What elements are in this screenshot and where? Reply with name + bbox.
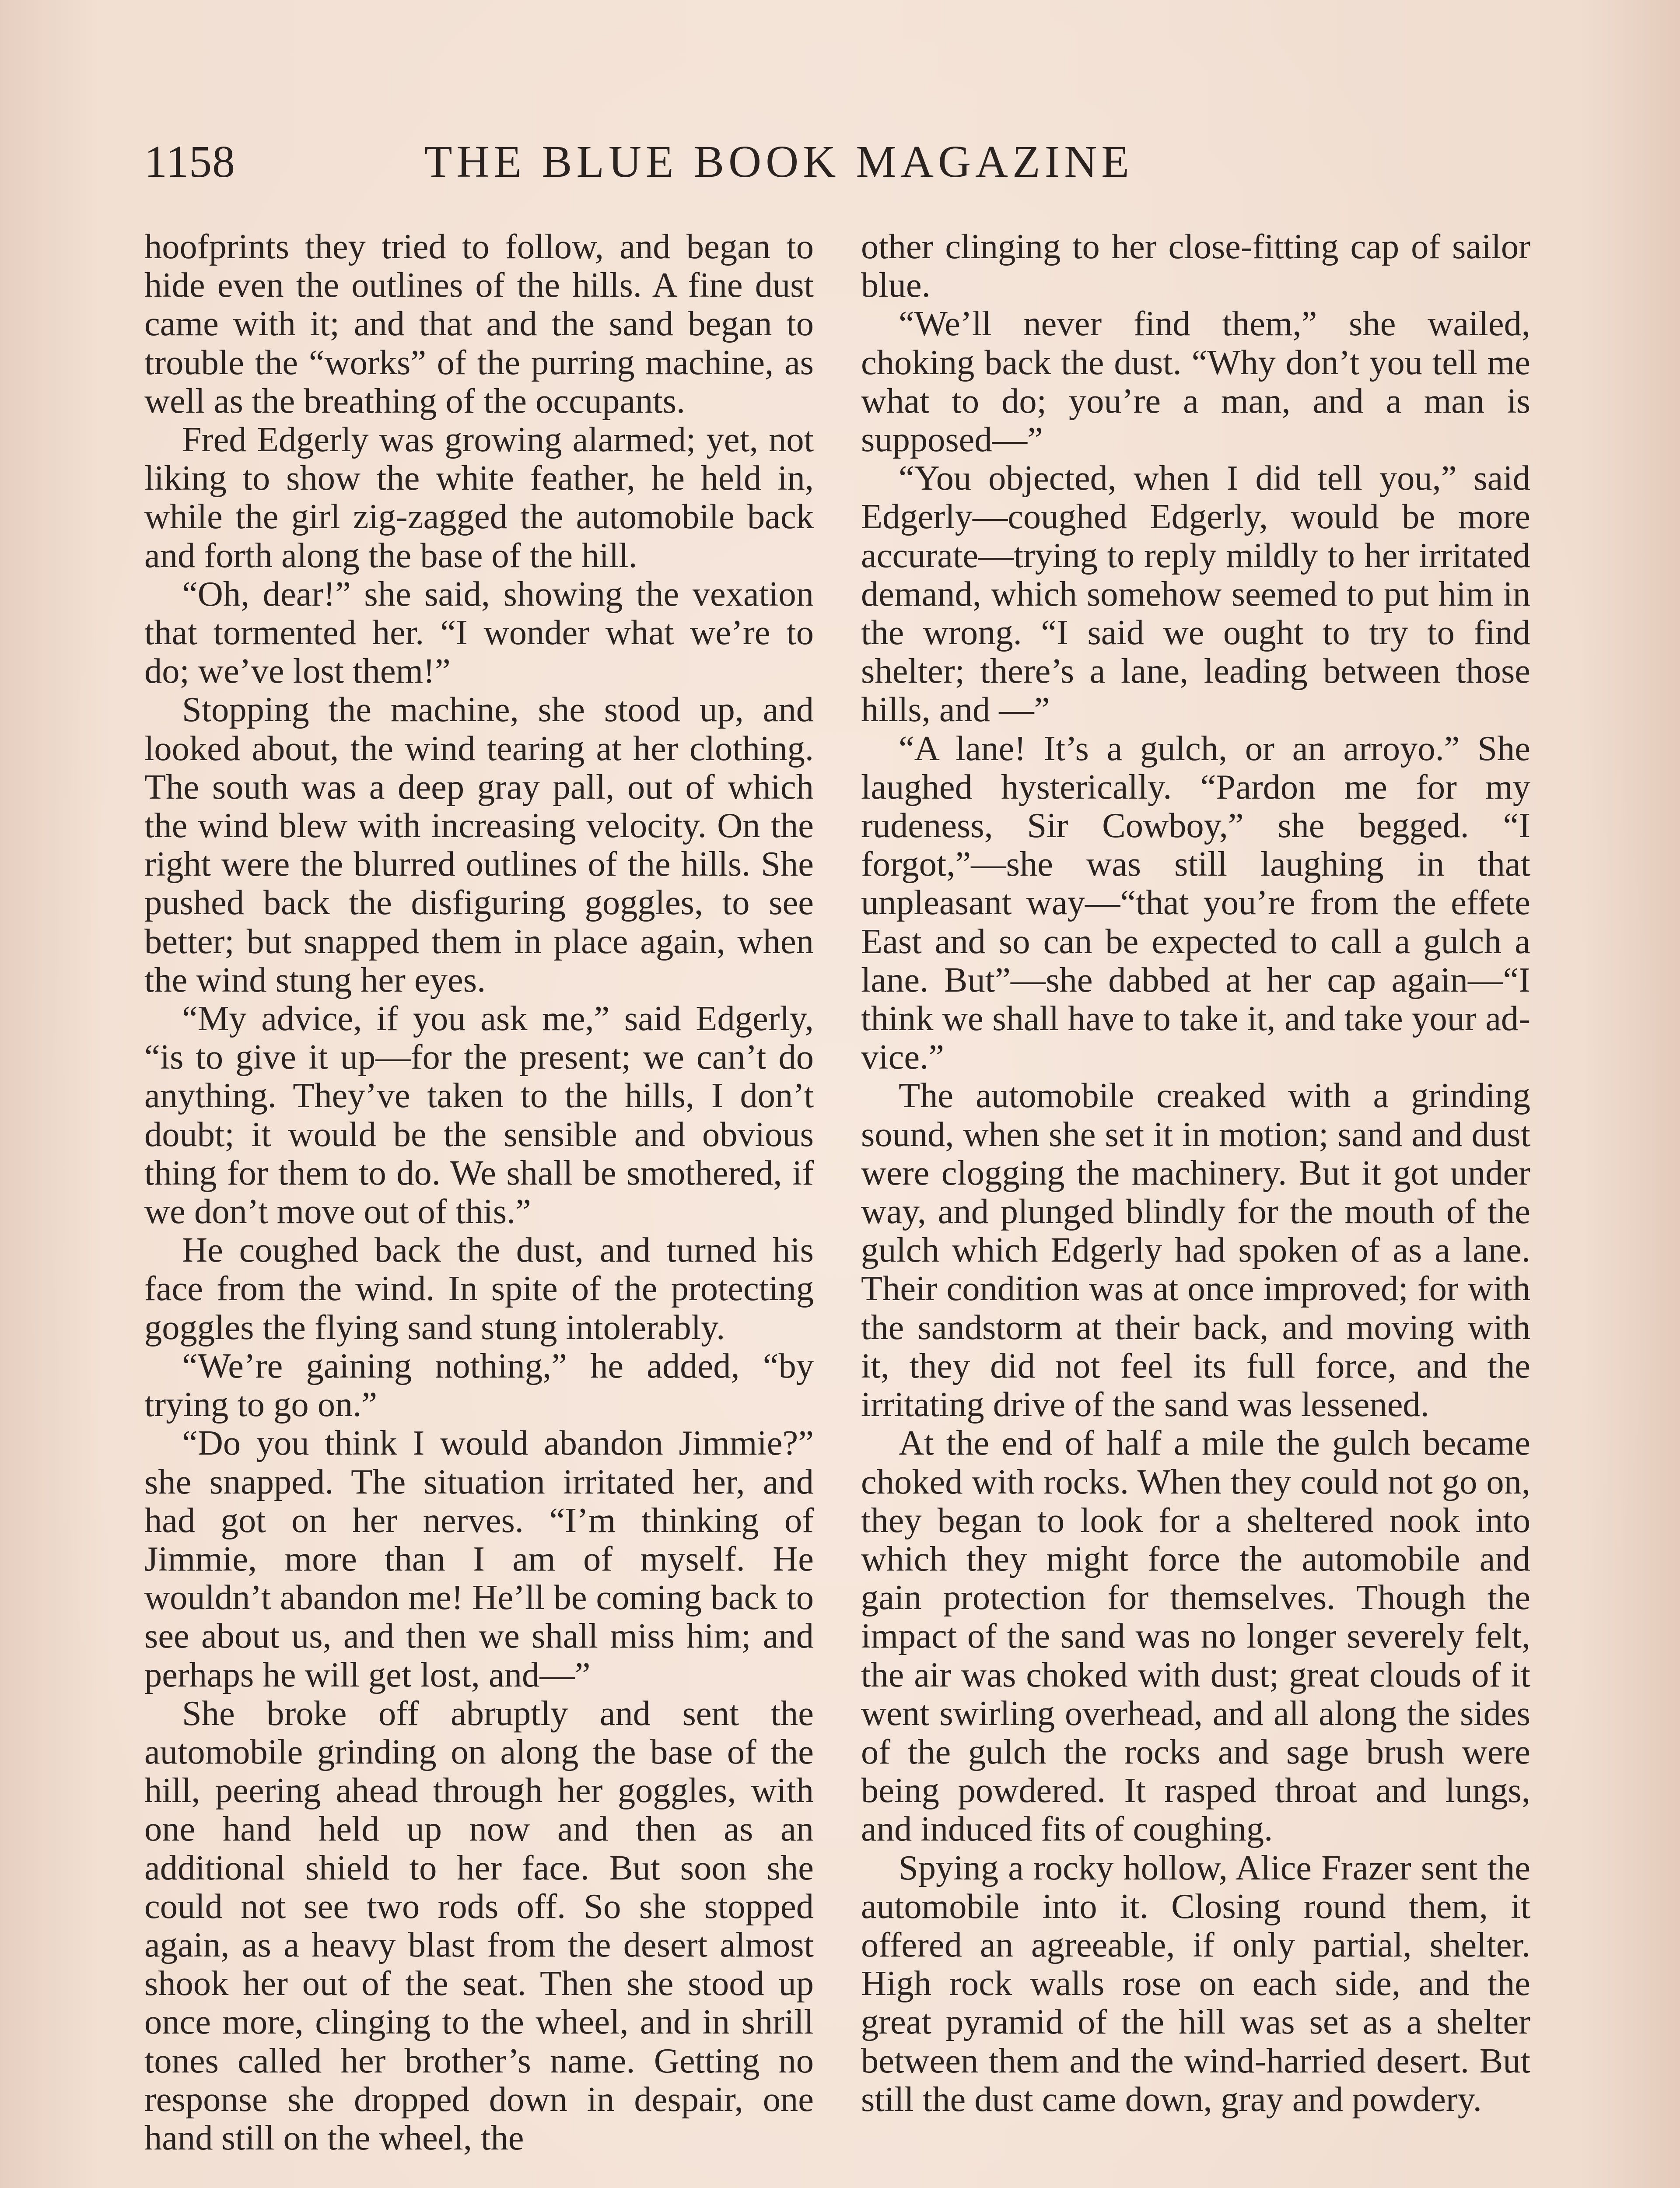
- running-header: [144, 131, 1536, 193]
- paragraph: hoofprints they tried to follow, and began to hide even the outlines of the hills. A fine dust came with it; and that and the sand began to trouble the “works” of the purring machine, as well as the breathing of the occupants.: [144, 227, 814, 421]
- paragraph: Stopping the machine, she stood up, and looked about, the wind tearing at her clothing. The south was a deep gray pall, out of which the wind blew with increasing velocity. On the right were the blurred outlines of the hills. She pushed back the disfiguring goggles, to see better; but snapped them in place again, when the wind stung her eyes.: [144, 690, 814, 999]
- paragraph: “We’ll never find them,” she wailed, choking back the dust. “Why don’t you tell me what to do; you’re a man, and a man is supposed—”: [861, 304, 1530, 459]
- paragraph: Spying a rocky hollow, Alice Frazer sent the automobile into it. Closing round them, it offered an agreeable, if only partial, shelter. High rock walls rose on each side, and the great pyramid of the hill was set as a shelter between them and the wind-harried desert. But still the dust came down, gray and powdery.: [861, 1848, 1530, 2119]
- paragraph: “We’re gaining nothing,” he added, “by trying to go on.”: [144, 1346, 814, 1424]
- paragraph: “Oh, dear!” she said, showing the vexation that tormented her. “I wonder what we’re to do; we’ve lost them!”: [144, 574, 814, 691]
- paragraph: She broke off abruptly and sent the automobile grinding on along the base of the hill, peering ahead through her goggles, with one hand held up now and then as an additional shield to her face. But soon she could not see two rods off. So she stopped again, as a heavy blast from the desert almost shook her out of the seat. Then she stood up once more, clinging to the wheel, and in shrill tones called her brother’s name. Getting no response she dropped down in despair, one hand still on the wheel, the: [144, 1694, 814, 2157]
- left-column: [144, 228, 814, 2157]
- page-number: 1158: [144, 137, 236, 187]
- paragraph: “A lane! It’s a gulch, or an arroyo.” She laughed hysterically. “Pardon me for my rudeness, Sir Cowboy,” she begged. “I forgot,”—she was still laughing in that unpleasant way—“that you’re from the effete East and so can be expected to call a gulch a lane. But”—she dabbed at her cap again—“I think we shall have to take it, and take your advice.”: [861, 729, 1530, 1077]
- paragraph: other clinging to her close-fitting cap of sailor blue.: [861, 227, 1530, 305]
- magazine-title: THE BLUE BOOK MAGAZINE: [424, 137, 1134, 187]
- paragraph: “My advice, if you ask me,” said Edgerly, “is to give it up—for the present; we can’t do anything. They’ve taken to the hills, I don’t doubt; it would be the sensible and obvious thing for them to do. We shall be smothered, if we don’t move out of this.”: [144, 999, 814, 1231]
- paragraph: “You objected, when I did tell you,” said Edgerly—coughed Edgerly, would be more accurate—trying to reply mildly to her irritated demand, which somehow seemed to put him in the wrong. “I said we ought to try to find shelter; there’s a lane, leading between those hills, and —”: [861, 459, 1530, 729]
- paragraph: The automobile creaked with a grinding sound, when she set it in motion; sand and dust were clogging the machinery. But it got under way, and plunged blindly for the mouth of the gulch which Edgerly had spoken of as a lane. Their condition was at once improved; for with the sandstorm at their back, and moving with it, they did not feel its full force, and the irritating drive of the sand was lessened.: [861, 1076, 1530, 1424]
- right-column: [861, 228, 1530, 2119]
- paragraph: At the end of half a mile the gulch became choked with rocks. When they could not go on, they began to look for a sheltered nook into which they might force the automobile and gain protection for themselves. Though the impact of the sand was no longer severely felt, the air was choked with dust; great clouds of it went swirling overhead, and all along the sides of the gulch the rocks and sage brush were being powdered. It rasped throat and lungs, and induced fits of coughing.: [861, 1424, 1530, 1849]
- paragraph: He coughed back the dust, and turned his face from the wind. In spite of the protecting goggles the flying sand stung intolerably.: [144, 1231, 814, 1347]
- paragraph: “Do you think I would abandon Jimmie?” she snapped. The situation irritated her, and had got on her nerves. “I’m thinking of Jimmie, more than I am of myself. He wouldn’t abandon me! He’ll be coming back to see about us, and then we shall miss him; and perhaps he will get lost, and—”: [144, 1424, 814, 1694]
- paragraph: Fred Edgerly was growing alarmed; yet, not liking to show the white feather, he held in, while the girl zig-zagged the automobile back and forth along the base of the hill.: [144, 420, 814, 575]
